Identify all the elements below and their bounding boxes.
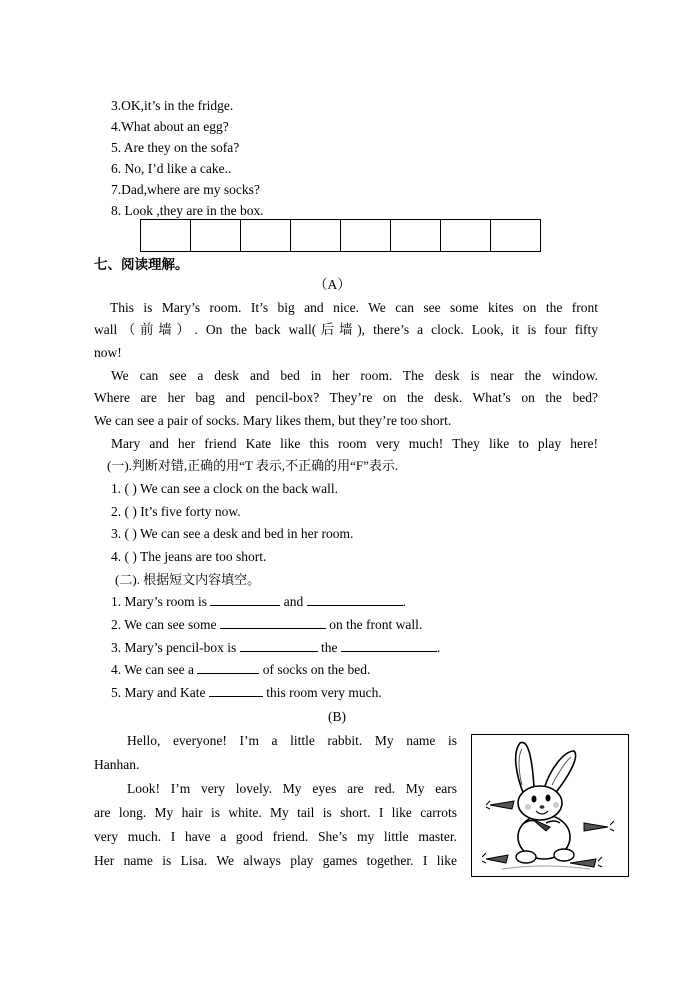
fill-blank-item: 4. We can see a of socks on the bed. (111, 662, 371, 677)
part1-instruction: (一).判断对错,正确的用“T 表示,不正确的用“F”表示. (107, 458, 399, 473)
carrot-icon (584, 821, 614, 831)
true-false-item: 4. ( ) The jeans are too short. (111, 549, 267, 564)
passage-b-label: (B) (328, 709, 346, 724)
passage-a-line: wall（前墙）. On the back wall(后墙), there’s a clock. Look, it is four fifty (94, 322, 598, 337)
passage-b-line: Look! I’m very lovely. My eyes are red. My ears (127, 781, 457, 796)
rabbit-icon (472, 735, 627, 875)
passage-a-line: This is Mary’s room. It’s big and nice. We can see some kites on the front (110, 300, 598, 315)
answer-box[interactable] (141, 220, 191, 252)
passage-b-line: Hanhan. (94, 757, 140, 772)
passage-a-line: We can see a desk and bed in her room. The desk is near the window. (111, 368, 598, 383)
answer-box[interactable] (341, 220, 391, 252)
true-false-item: 3. ( ) We can see a desk and bed in her room. (111, 526, 354, 541)
answer-box[interactable] (391, 220, 441, 252)
answer-blank[interactable] (197, 661, 259, 674)
true-false-item: 1. ( ) We can see a clock on the back wall. (111, 481, 338, 496)
matching-item: 5. Are they on the sofa? (111, 140, 240, 155)
answer-blank[interactable] (240, 639, 318, 652)
answer-box[interactable] (491, 220, 541, 252)
answer-blank[interactable] (341, 639, 437, 652)
fill-blank-item: 1. Mary’s room is and . (111, 594, 406, 609)
answer-box[interactable] (241, 220, 291, 252)
passage-b-line: Hello, everyone! I’m a little rabbit. My name is (127, 733, 457, 748)
answer-box-row (140, 219, 541, 252)
passage-a-label: （A） (314, 277, 351, 292)
answer-blank[interactable] (307, 593, 403, 606)
passage-a-line: Mary and her friend Kate like this room very much! They like to play here! (111, 436, 598, 451)
passage-b-line: very much. I have a good friend. She’s my little master. (94, 829, 457, 844)
answer-box[interactable] (191, 220, 241, 252)
answer-blank[interactable] (210, 593, 280, 606)
answer-blank[interactable] (209, 684, 263, 697)
carrot-icon (570, 857, 602, 867)
passage-a-line: We can see a pair of socks. Mary likes them, but they’re too short. (94, 413, 452, 428)
matching-item: 6. No, I’d like a cake.. (111, 161, 232, 176)
rabbit-illustration (471, 734, 629, 877)
passage-b-line: Her name is Lisa. We always play games together. I like (94, 853, 457, 868)
answer-box[interactable] (291, 220, 341, 252)
true-false-item: 2. ( ) It’s five forty now. (111, 504, 241, 519)
section-title: 七、阅读理解。 (94, 257, 189, 272)
answer-box[interactable] (441, 220, 491, 252)
carrot-icon (486, 801, 514, 809)
passage-a-line: Where are her bag and pencil-box? They’re on the desk. What’s on the bed? (94, 390, 598, 405)
matching-item: 4.What about an egg? (111, 119, 229, 134)
part2-instruction: (二). 根据短文内容填空。 (115, 572, 261, 587)
passage-a-line: now! (94, 345, 122, 360)
answer-blank[interactable] (220, 616, 326, 629)
passage-b-line: are long. My hair is white. My tail is short. I like carrots (94, 805, 457, 820)
fill-blank-item: 2. We can see some on the front wall. (111, 617, 423, 632)
matching-item: 7.Dad,where are my socks? (111, 182, 260, 197)
fill-blank-item: 5. Mary and Kate this room very much. (111, 685, 382, 700)
fill-blank-item: 3. Mary’s pencil-box is the . (111, 640, 441, 655)
carrot-icon (482, 853, 508, 863)
matching-item: 8. Look ,they are in the box. (111, 203, 264, 218)
matching-item: 3.OK,it’s in the fridge. (111, 98, 234, 113)
